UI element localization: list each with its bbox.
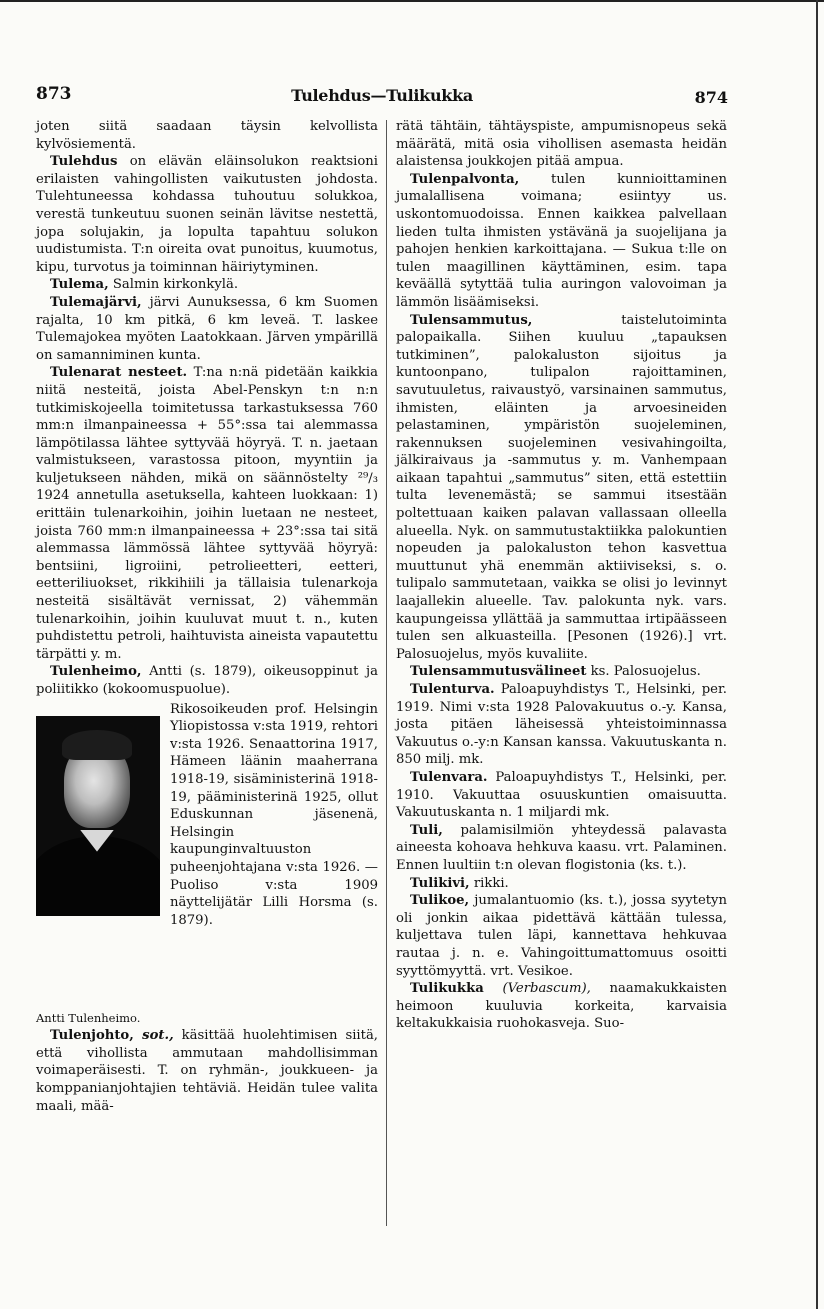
headword: Tulikivi,	[410, 875, 470, 891]
running-title: Tulehdus—Tulikukka	[291, 86, 473, 105]
headword: Tulenheimo,	[50, 664, 142, 680]
continuation-paragraph: joten siitä saadaan täysin kelvollista kylvösiementä.	[36, 119, 378, 152]
continuation-paragraph: rätä tähtäin, tähtäyspiste, ampumisnopeus sekä määrätä, mitä osia vihollisen asemasta heidän alaistensa joukkojen pitää ampua.	[396, 119, 727, 170]
entry-tulensammutusvalineet	[396, 663, 727, 681]
entry-tulehdus	[36, 153, 378, 276]
page-number-right: 874	[694, 88, 728, 107]
abbreviation: sot.,	[133, 1028, 174, 1044]
entry-text: rikki.	[469, 875, 509, 891]
entry-text: tulen kunnioittaminen jumalallisena voimana; esiintyy us. uskontomuodoissa. Ennen kaikkea palvellaan lieden tulta ihmisten ystävänä ja suojelijana ja pahojen henkien karkoittajana. — Sukua t:lle on tulen maagillinen käyttäminen, esim. tapa keväällä sytyttää tulia auringon valovoiman ja lämmön lisäämiseksi.	[396, 171, 727, 310]
portrait-side-text: Rikosoikeuden prof. Helsingin Yliopistossa v:sta 1919, rehtori v:sta 1926. Senaattorina 1917, Hämeen läänin maaherrana 1918-19, sisäministerinä 1918-19, pääministerinä 1925, ollut Eduskunnan jäsenenä, Helsingin kaupunginvaltuuston puheenjohtajana v:sta 1926. — Puoliso v:sta 1909 näyttelijätär Lilli Horsma (s. 1879).	[170, 701, 378, 928]
entry-text: taistelutoiminta palopaikalla. Siihen kuuluu „tapauksen tutkiminen”, palokaluston sijoitus ja kuntoonpano, tulipalon rajoittaminen, savutuuletus, raivaustyö, varsinainen sammutus, ihmisten, eläinten ja arvoesineiden pelastaminen, ympäristön suojeleminen, rakennuksen suojeleminen vesivahingoilta, jälkiraivaus ja -sammutus y. m. Vanhempaan aikaan tapahtui „sammutus” siten, että estettiin tulta levenemästä; se sammui itsestään poltettuaan kaiken palavan vallassaan olleella alueella. Nyk. on sammutustaktiikka palokuntien nopeuden ja palokaluston tehon kasvettua muuttunut yhä enemmän aktiiviseksi, s. o. tulipalo sammutetaan, vaikka se olisi jo levinnyt laajallekin alueelle. Tav. palokunta nyk. vars. kaupungeissa yllättää ja sammuttaa irtipäässeen tulen sen alkuasteilla. [Pesonen (1926).] vrt. Palosuojelus, myös kuvaliite.	[396, 312, 727, 662]
entry-tulenarat-nesteet	[36, 364, 378, 663]
entry-tulikivi	[396, 875, 727, 893]
entry-text: ks. Palosuojelus.	[586, 664, 701, 680]
entry-text: järvi Aunuksessa, 6 km Suomen rajalta, 10 km pitkä, 6 km leveä. T. laskee Tulemajokea myöten Laatokkaan. Järven ympärillä on samanniminen kunta.	[36, 294, 378, 363]
portrait-caption: Antti Tulenheimo.	[36, 1010, 141, 1025]
headword: Tulensammutus,	[410, 312, 533, 328]
entry-text: käsittää huolehtimisen siitä, että vihollista ammutaan mahdollisimman voimaperäisesti. T. on ryhmän-, joukkueen- ja komppanianjohtajien tehtäviä. Heidän tulee valita maali, mää-	[36, 1028, 378, 1114]
headword: Tulenarat nesteet.	[50, 365, 188, 381]
headword: Tulenvara.	[410, 769, 488, 785]
headword: Tulikoe,	[410, 893, 470, 909]
headword: Tulema,	[50, 277, 109, 293]
entry-text: Antti (s. 1879), oikeusoppinut ja poliitikko (kokoomuspuolue).	[36, 664, 378, 697]
entry-text: palamisilmiön yhteydessä palavasta aineesta kohoava hehkuva kaasu. vrt. Palaminen. Ennen luultiin t:n olevan flogistonia (ks. t.).	[396, 822, 727, 873]
entry-text: jumalantuomio (ks. t.), jossa syytetyn oli jonkin aikaa pidettävä kättään tulessa, kuljettava tulen läpi, kannettava hehkuvaa rautaa j. n. e. Vahingoittumattomuus osoitti syyttömyyttä. vrt. Vesikoe.	[396, 893, 727, 979]
entry-tuli	[396, 822, 727, 875]
page-header	[36, 84, 728, 112]
entry-text: on elävän eläinsolukon reaktsioni erilaisten vahingollisten vaikutusten johdosta. Tulehtuneessa kohdassa tuhoutuu solukkoa, verestä tunkeutuu suonen seinän lävitse nestettä, jopa solujakin, ja lopulta tapahtuu solukon uudistumista. T:n oireita ovat punoitus, kuumotus, kipu, turvotus ja toiminnan häiriytyminen.	[36, 154, 378, 275]
headword: Tulehdus	[50, 154, 118, 170]
entry-tulenjohto	[36, 1027, 378, 1115]
entry-tulenturva	[396, 681, 727, 769]
headword: Tulenturva.	[410, 682, 495, 697]
entry-tulensammutus	[396, 312, 727, 664]
entry-tulema	[36, 276, 378, 294]
entry-tulikukka	[396, 980, 727, 1033]
entry-tulikoe	[396, 892, 727, 980]
left-column	[36, 118, 378, 1115]
page-number-left: 873	[36, 84, 72, 104]
entry-text: Paloapuyhdistys T., Helsinki, per. 1910. Vakuuttaa osuuskuntien omaisuutta. Vakuutuskanta n. 1 miljardi mk.	[396, 769, 727, 821]
headword: Tulensammutusvälineet	[410, 664, 587, 680]
headword: Tuli,	[410, 822, 443, 838]
right-column	[396, 118, 727, 1033]
portrait-photo	[36, 716, 160, 916]
entry-tulemajarvi	[36, 294, 378, 364]
top-rule	[0, 0, 824, 2]
entry-tulenvara	[396, 769, 727, 822]
headword: Tulenjohto,	[50, 1028, 134, 1044]
entry-text: naamakukkaisten heimoon kuuluvia korkeita, karvaisia keltakukkaisia ruohokasveja. Suo-	[396, 981, 727, 1032]
entry-tulenpalvonta	[396, 171, 727, 312]
entry-text: Salmin kirkonkylä.	[108, 277, 239, 293]
headword: Tulenpalvonta,	[410, 171, 520, 187]
column-divider	[386, 120, 387, 1226]
right-edge-rule	[816, 0, 818, 1309]
headword: Tulikukka	[410, 981, 484, 997]
headword: Tulemajärvi,	[50, 294, 142, 310]
entry-tulenheimo	[36, 663, 378, 698]
entry-text: Paloapuyhdistys T., Helsinki, per. 1919. Nimi v:sta 1928 Palovakuutus o.-y. Kansa, josta pitäen läheisessä yhteistoiminnassa Vakuutus o.-y:n Kansan kanssa. Vakuutuskanta n. 850 milj. mk.	[396, 682, 727, 768]
latin-name: (Verbascum),	[483, 981, 591, 997]
portrait-block	[36, 701, 378, 1028]
entry-text: T:na n:nä pidetään kaikkia niitä nesteitä, joista Abel-Penskyn t:n n:n tutkimiskojeella toimitetussa tarkastuksessa 760 mm:n ilmanpaineessa + 55°:ssa tai alemmassa lämpötilassa lähtee syttyvää höyryä. T. n. jaetaan valmistukseen, varastossa pitoon, myyntiin ja kuljetukseen nähden, mikä on säännöstelty ²⁹/₃ 1924 annetulla asetuksella, kahteen luokkaan: 1) erittäin tulenarkoihin, joihin luetaan ne nesteet, joista 760 mm:n ilmanpaineessa + 23°:ssa tai sitä alemmassa lämmössä lähtee syttyvää höyryä: bentsiini, ligroiini, petrolieetteri, eetteri, eetteriliuokset, rikkihiili ja tällaisia tulenarkoja nesteitä sisältävät vernissat, 2) vähemmän tulenarkoihin, joihin kuuluvat muut t. n., kuten puhdistettu petroli, haihtuvista aineista vapautettu tärpätti y. m.	[36, 365, 378, 662]
portrait-column	[36, 701, 170, 1028]
